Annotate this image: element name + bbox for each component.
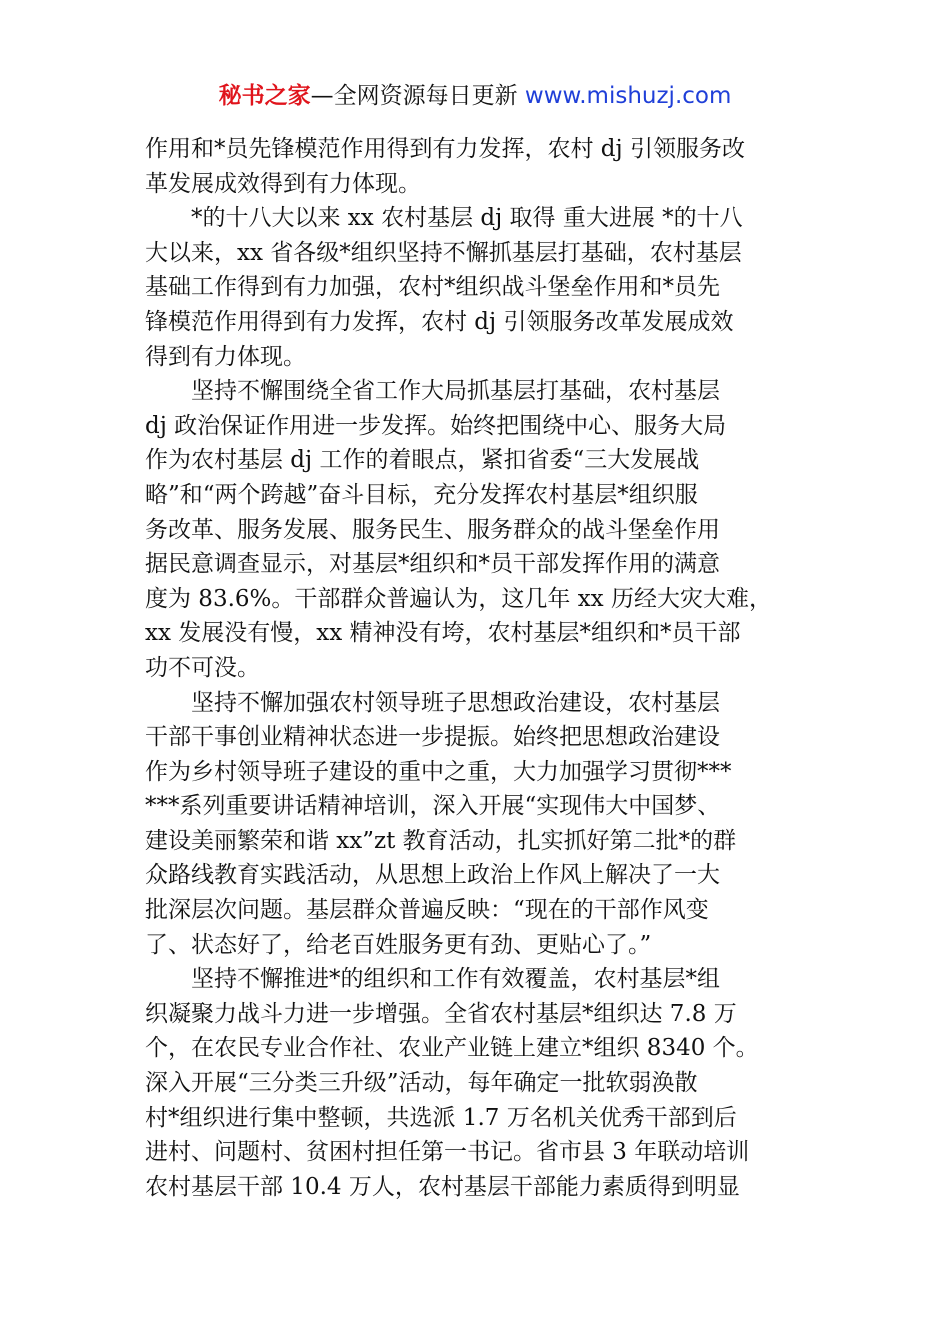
text-line: 大以来，xx 省各级*组织坚持不懈抓基层打基础，农村基层 [145,239,742,266]
text-line: 略”和“两个跨越”奋斗目标，充分发挥农村基层*组织服 [145,481,698,508]
document-body [145,132,810,1204]
text-line: 坚持不懈围绕全省工作大局抓基层打基础，农村基层 [191,378,720,405]
text-line: 进村、问题村、贫困村担任第一书记。省市县 3 年联动培训 [145,1139,750,1166]
text-line: 基础工作得到有力加强，农村*组织战斗堡垒作用和*员先 [145,274,720,301]
text-line: 锋模范作用得到有力发挥，农村 dj 引领服务改革发展成效 [145,308,734,335]
text-line: 得到有力体现。 [145,343,306,370]
text-line: 坚持不懈加强农村领导班子思想政治建设，农村基层 [191,689,720,716]
text-line: 作为农村基层 dj 工作的着眼点，紧扣省委“三大发展战 [145,447,700,474]
site-link[interactable]: www.mishuzj.com [524,83,732,109]
text-line: xx 发展没有慢，xx 精神没有垮，农村基层*组织和*员干部 [145,620,741,647]
paragraph [145,374,810,685]
text-line: 村*组织进行集中整顿，共选派 1.7 万名机关优秀干部到后 [145,1104,737,1131]
text-line: ***系列重要讲话精神培训，深入开展“实现伟大中国梦、 [145,793,721,820]
text-line: 革发展成效得到有力体现。 [145,170,421,197]
text-line: 坚持不懈推进*的组织和工作有效覆盖，农村基层*组 [191,966,720,993]
text-line: dj 政治保证作用进一步发挥。始终把围绕中心、服务大局 [145,412,727,439]
brand-name: 秘书之家 [218,83,311,109]
text-line: 了、状态好了，给老百姓服务更有劲、更贴心了。” [145,931,652,958]
paragraph [145,962,810,1204]
text-line: 度为 83.6%。干部群众普遍认为，这几年 xx 历经大灾大难， [145,585,772,612]
text-line: 功不可没。 [145,654,260,681]
text-line: 织凝聚力战斗力进一步增强。全省农村基层*组织达 7.8 万 [145,1000,737,1027]
text-line: 据民意调查显示，对基层*组织和*员干部发挥作用的满意 [145,551,720,578]
text-line: 作为乡村领导班子建设的重中之重，大力加强学习贯彻*** [145,758,732,785]
text-line: 务改革、服务发展、服务民生、服务群众的战斗堡垒作用 [145,516,720,543]
text-line: 农村基层干部 10.4 万人，农村基层干部能力素质得到明显 [145,1173,740,1200]
text-line: 干部干事创业精神状态进一步提振。始终把思想政治建设 [145,724,720,751]
text-line: 作用和*员先锋模范作用得到有力发挥，农村 dj 引领服务改 [145,136,745,162]
paragraph [145,201,810,374]
header-tagline: —全网资源每日更新 [310,83,525,109]
page-header [0,80,950,112]
text-line: 众路线教育实践活动，从思想上政治上作风上解决了一大 [145,862,720,889]
text-line: 建设美丽繁荣和谐 xx”zt 教育活动，扎实抓好第二批*的群 [145,827,737,854]
paragraph [145,132,810,201]
text-line: 批深层次问题。基层群众普遍反映：“现在的干部作风变 [145,897,709,924]
paragraph [145,686,810,963]
text-line: 深入开展“三分类三升级”活动，每年确定一批软弱涣散 [145,1070,698,1097]
text-line: 个，在农民专业合作社、农业产业链上建立*组织 8340 个。 [145,1035,759,1062]
text-line: *的十八大以来 xx 农村基层 dj 取得 重大进展 *的十八 [191,205,743,232]
